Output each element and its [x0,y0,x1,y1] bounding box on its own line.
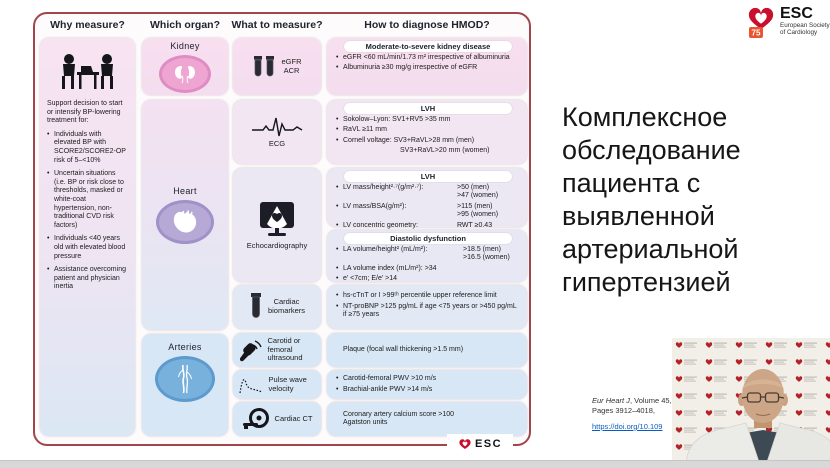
dx-echo-row-values [457,203,498,220]
esc-75th-heart-icon [746,5,776,41]
dx-echo-lvh-box [327,168,527,227]
measure-kidney-label [281,58,301,75]
dx-diastolic-bullet: • e' <7cm; E/e' >14 [335,275,521,283]
citation-journal: Eur Heart J [592,396,630,405]
title-line: артериальной [562,234,739,264]
organ-heart-cell [142,100,228,330]
why-intro: Support decision to start or intensify BP-lowering treatment for: [47,100,123,125]
pulse-wave-icon [238,374,264,396]
svg-text:75: 75 [751,28,761,38]
organ-arteries-label: Arteries [168,342,202,352]
measure-echo-label: Echocardiography [246,240,308,250]
esc-org-line1: European Society [780,22,830,29]
dx-biomarkers-box [327,285,527,329]
measure-kidney-cell [233,38,321,95]
measure-bio-line2: biomarkers [267,306,306,315]
dx-ecg-lvh-box [327,100,527,164]
citation-volume: , Volume 45, [629,396,672,405]
infographic-esc-label: ESC [474,438,503,450]
organ-arteries-cell [142,334,228,436]
dx-kidney-bullet: • Albuminuria ≥30 mg/g irrespective of eGFR [335,64,521,72]
dx-dia-row-label: • LA volume/height² (mL/m²): [343,246,428,253]
measure-egfr: eGFR [281,56,302,66]
dx-ecg-header: LVH [344,103,511,114]
title-line: выявленной [562,201,715,231]
column-header-measure: What to measure? [231,19,323,31]
dx-ecg-bullet: • Sokolow–Lyon: SV1+RV5 >35 mm [335,116,521,124]
measure-carotid-cell [233,333,321,367]
biomarker-tube-icon [249,292,263,322]
dx-echo-row-values [457,222,492,230]
dx-dia-value: >16.5 (women) [463,254,510,262]
infographic-esc-logo [447,434,513,454]
dx-ecg-bullet: • Cornell voltage: SV3+RaVL>28 mm (men) [335,137,521,145]
bottom-bar [0,460,830,468]
measure-ecg-cell [233,100,321,164]
measure-pwv-cell [233,370,321,399]
esc-heart-icon [458,438,472,451]
measure-ct-label: Cardiac CT [274,413,313,423]
measure-biomarkers-cell [233,285,321,329]
ct-scanner-icon [242,407,270,431]
dx-echo-row-label: • LV mass/BSA(g/m²): [343,202,407,210]
column-header-why: Why measure? [50,19,125,31]
dx-plaque-box [327,333,527,367]
dx-echo-value: >115 (men) [457,202,493,210]
dx-pwv-bullet: • Carotid-femoral PWV >10 m/s [335,375,521,383]
dx-echo-row-values [457,184,498,201]
measure-biomarkers-label [268,298,305,315]
organ-kidney-label: Kidney [170,41,200,51]
esc-header-logo [746,5,830,41]
dx-ct-box [327,402,527,436]
dx-echo-row [335,222,521,230]
why-measure-cell [40,38,135,436]
dx-echo-value: >50 (men) [457,184,490,191]
title-line: Комплексное [562,102,728,132]
dx-echo-value: >47 (women) [457,192,499,200]
dx-ecg-bullet: • RaVL ≥11 mm [335,126,521,134]
dx-echo-value: >95 (women) [457,211,499,219]
dx-kidney-header: Moderate-to-severe kidney disease [344,41,511,52]
dx-kidney-bullet: • eGFR <60 mL/min/1.73 m² irrespective of albuminuria [335,54,521,62]
dx-echo-row-label: • LV mass/height²·⁷(g/m²·⁷): [343,184,424,191]
dx-dia-row-values [463,246,510,263]
arteries-icon [155,356,215,402]
heart-organ-icon [156,200,214,244]
slide-title [562,101,830,299]
measure-ecg-label: ECG [268,138,286,148]
dx-bio-bullet: • NT-proBNP >125 pg/mL if age <75 years or >450 pg/mL if ≥75 years [335,303,521,320]
dx-echo-row [335,203,521,220]
title-line: обследование [562,135,741,165]
why-bullet: • Assistance overcoming patient and physician inertia [47,266,129,292]
dx-echo-row [335,184,521,201]
kidney-icon [159,55,211,93]
doi-link[interactable]: https://doi.org/10.109 [592,422,663,431]
why-bullet: • Individuals with elevated BP with SCORE2/SCORE2-OP risk of 5–<10% [47,131,129,165]
measure-carotid-label: Carotid or femoral ultrasound [267,336,303,363]
ultrasound-probe-icon [237,337,263,363]
measure-echo-cell [233,168,321,282]
dx-echo-row-label: • LV concentric geometry: [343,221,418,229]
why-bullet: • Uncertain situations (i.e. BP or risk close to thresholds, masked or white-coat hypertension, non-traditional CVD risk factors) [47,170,129,230]
dx-dia-value: >18.5 (men) [463,246,501,253]
dx-pwv-box [327,370,527,399]
dx-diastolic-box [327,230,527,282]
column-header-organ: Which organ? [150,19,220,31]
dx-bio-bullet: • hs-cTnT or I >99ᵗʰ percentile upper reference limit [335,292,521,300]
ecg-trace-icon [251,116,303,138]
organ-heart-label: Heart [173,186,197,196]
citation-pages: Pages 3912–4018, [592,405,655,415]
dx-pwv-bullet: • Brachial-ankle PWV >14 m/s [335,386,521,394]
measure-bio-line1: Cardiac [273,297,300,307]
dx-diastolic-row [335,246,521,263]
dx-ecg-cornell-women: SV3+RaVL>20 mm (women) [400,147,490,155]
presenter-head [742,369,784,423]
title-line: пациента с [562,168,701,198]
clinician-patient-icon [57,52,119,94]
presenter-illustration [672,338,830,460]
dx-echo-value: RWT ≥0.43 [457,221,493,229]
blood-test-tubes-icon [252,54,276,80]
dx-kidney-box [327,38,527,95]
measure-acr: ACR [283,65,300,75]
column-header-diagnose: How to diagnose HMOD? [364,19,490,31]
measure-ct-cell [233,402,321,436]
dx-diastolic-bullet: • LA volume index (mL/m²): >34 [335,265,521,273]
organ-kidney-cell [142,38,228,95]
dx-echo-header: LVH [344,171,511,182]
dx-ct-text: Coronary artery calcium score >100 Agatston units [343,410,455,426]
title-line: гипертензией [562,267,731,297]
presenter-video[interactable] [672,338,830,460]
echo-monitor-icon [255,200,299,240]
esc-abbr: ESC [780,5,813,22]
why-bullet: • Individuals <40 years old with elevated blood pressure [47,235,129,261]
measure-pwv-label: Pulse wave velocity [268,374,307,393]
esc-org-line2: of Cardiology [780,29,818,36]
dx-plaque-text: Plaque (focal wall thickening >1.5 mm) [343,345,464,353]
dx-diastolic-header: Diastolic dysfunction [344,233,511,244]
